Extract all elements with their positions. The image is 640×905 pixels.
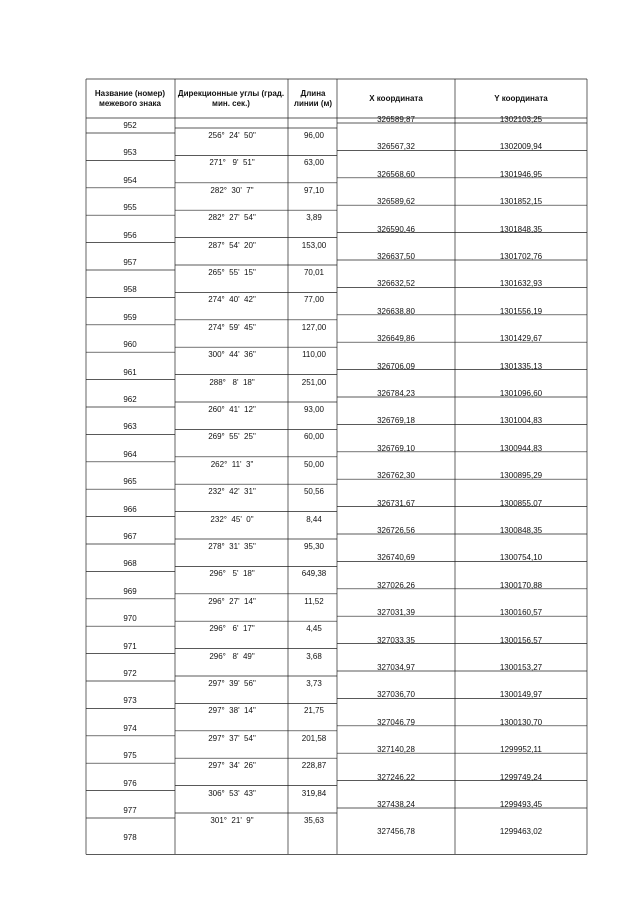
line-length: 97,10: [303, 185, 325, 195]
line-length: 70,01: [303, 268, 325, 277]
x-coordinate: 326769,10: [377, 443, 415, 453]
point-name: 964: [123, 449, 137, 459]
x-coordinate: 326769,18: [377, 416, 415, 426]
y-coordinate: 1300149,97: [499, 690, 543, 700]
line-length: 21,75: [303, 706, 325, 716]
direction-angle: 256° 24' 50": [208, 131, 256, 140]
y-coordinate: 1301429,67: [499, 334, 543, 344]
point-name: 954: [123, 175, 137, 185]
x-coordinate: 326638,80: [377, 306, 415, 316]
y-coordinate: 1302009,94: [499, 142, 543, 152]
line-length: 50,00: [303, 459, 325, 469]
x-coordinate: 326637,50: [377, 252, 415, 261]
header-direction-angle: Дирекционные углы (град. мин. сек.): [177, 89, 285, 108]
line-length: 8,44: [306, 514, 322, 524]
y-coordinate: 1301946,95: [499, 169, 543, 179]
direction-angle: 269° 55' 25": [208, 432, 256, 442]
y-coordinate: 1301335,13: [499, 361, 543, 371]
y-coordinate: 1301004,83: [499, 416, 543, 426]
y-coordinate: 1301556,19: [499, 306, 543, 316]
point-name: 957: [123, 258, 137, 267]
line-length: 649,38: [301, 569, 327, 579]
point-name: 959: [123, 312, 137, 322]
point-name: 960: [123, 340, 137, 350]
y-coordinate: 1300170,88: [499, 580, 543, 590]
x-coordinate: 326726,56: [377, 526, 415, 535]
x-coordinate: 327046,79: [377, 717, 415, 727]
point-name: 976: [123, 778, 137, 788]
point-name: 952: [123, 121, 137, 130]
header-y-coordinate: Y координата: [494, 94, 548, 103]
x-coordinate: 327026,26: [377, 580, 415, 590]
point-name: 967: [123, 532, 137, 541]
x-coordinate: 327438,24: [377, 800, 415, 809]
line-length: 3,68: [306, 651, 322, 661]
point-name: 972: [123, 669, 137, 678]
y-coordinate: 1300895,29: [499, 471, 543, 481]
x-coordinate: 326589,62: [377, 197, 415, 207]
direction-angle: 265° 55' 15": [208, 268, 256, 277]
direction-angle: 296° 5' 18": [209, 569, 255, 579]
y-coordinate: 1300160,57: [499, 608, 543, 618]
direction-angle: 271° 9' 51": [209, 158, 255, 168]
direction-angle: 297° 37' 54": [208, 733, 256, 743]
x-coordinate: 326706,09: [377, 361, 415, 371]
x-coordinate: 326731,67: [377, 498, 415, 508]
y-coordinate: 1300153,27: [499, 663, 543, 672]
point-name: 978: [123, 833, 137, 843]
x-coordinate: 327033,35: [377, 635, 415, 645]
x-coordinate: 327456,78: [377, 827, 415, 837]
x-coordinate: 327034,97: [377, 663, 415, 672]
line-length: 228,87: [301, 761, 327, 771]
header-line-length: Длина линии (м): [293, 89, 333, 108]
direction-angle: 300° 44' 36": [208, 350, 256, 360]
line-length: 77,00: [303, 295, 325, 305]
y-coordinate: 1299493,45: [499, 800, 543, 809]
point-name: 962: [123, 395, 137, 404]
y-coordinate: 1299749,24: [499, 772, 543, 782]
x-coordinate: 326784,23: [377, 389, 415, 398]
direction-angle: 262° 11' 3": [210, 459, 254, 469]
point-name: 953: [123, 148, 137, 158]
y-coordinate: 1300855,07: [499, 498, 543, 508]
point-name: 970: [123, 614, 137, 624]
line-length: 110,00: [302, 350, 326, 360]
line-length: 93,00: [303, 405, 325, 414]
line-length: 96,00: [303, 131, 325, 140]
direction-angle: 296° 6' 17": [209, 624, 255, 634]
point-name: 956: [123, 230, 137, 240]
y-coordinate: 1302103,25: [499, 115, 543, 124]
line-length: 50,56: [303, 487, 325, 497]
direction-angle: 297° 34' 26": [208, 761, 256, 771]
y-coordinate: 1300754,10: [499, 553, 543, 563]
x-coordinate: 326632,52: [377, 279, 415, 289]
line-length: 4,45: [306, 624, 322, 634]
direction-angle: 232° 42' 31": [208, 487, 256, 497]
direction-angle: 301° 21' 9": [210, 816, 254, 825]
direction-angle: 296° 8' 49": [209, 651, 255, 661]
x-coordinate: 326649,86: [377, 334, 415, 344]
direction-angle: 287° 54' 20": [208, 240, 256, 250]
y-coordinate: 1301632,93: [499, 279, 543, 289]
line-length: 3,89: [306, 213, 322, 223]
line-length: 319,84: [301, 788, 327, 798]
direction-angle: 260° 41' 12": [208, 405, 256, 414]
line-length: 127,00: [301, 322, 327, 332]
direction-angle: 274° 40' 42": [208, 295, 256, 305]
x-coordinate: 326762,30: [377, 471, 415, 481]
header-x-coordinate: X координата: [369, 94, 423, 103]
x-coordinate: 326590,46: [377, 224, 415, 234]
x-coordinate: 326568,60: [377, 169, 415, 179]
line-length: 3,73: [306, 679, 322, 688]
x-coordinate: 327036,70: [377, 690, 415, 700]
point-name: 977: [123, 806, 137, 815]
direction-angle: 306° 53' 43": [208, 788, 256, 798]
point-name: 958: [123, 285, 137, 295]
x-coordinate: 327246,22: [377, 772, 415, 782]
point-name: 965: [123, 477, 137, 487]
point-name: 971: [123, 641, 137, 651]
point-name: 968: [123, 559, 137, 569]
direction-angle: 282° 30' 7": [210, 185, 254, 195]
header-point-name: Название (номер) межевого знака: [94, 89, 166, 108]
direction-angle: 297° 39' 56": [208, 679, 256, 688]
line-length: 251,00: [301, 377, 327, 387]
line-length: 63,00: [303, 158, 325, 168]
direction-angle: 297° 38' 14": [208, 706, 256, 716]
x-coordinate: 326589,87: [377, 115, 415, 124]
direction-angle: 288° 8' 18": [209, 377, 255, 387]
direction-angle: 296° 27' 14": [208, 596, 256, 606]
x-coordinate: 326567,32: [377, 142, 415, 152]
point-name: 975: [123, 751, 137, 761]
point-name: 969: [123, 586, 137, 596]
line-length: 95,30: [303, 542, 325, 551]
direction-angle: 278° 31' 35": [208, 542, 256, 551]
y-coordinate: 1299952,11: [500, 745, 542, 755]
y-coordinate: 1300848,35: [499, 526, 543, 535]
line-length: 35,63: [303, 816, 325, 825]
point-name: 966: [123, 504, 137, 514]
direction-angle: 274° 59' 45": [208, 322, 256, 332]
direction-angle: 282° 27' 54": [208, 213, 256, 223]
y-coordinate: 1301096,60: [499, 389, 543, 398]
y-coordinate: 1300156,57: [499, 635, 543, 645]
y-coordinate: 1301848,35: [499, 224, 543, 234]
point-name: 963: [123, 422, 137, 432]
x-coordinate: 327031,39: [377, 608, 415, 618]
line-length: 60,00: [303, 432, 325, 442]
x-coordinate: 327140,28: [377, 745, 415, 755]
line-length: 11,52: [304, 596, 324, 606]
point-name: 955: [123, 203, 137, 213]
x-coordinate: 326740,69: [377, 553, 415, 563]
line-length: 153,00: [301, 240, 327, 250]
line-length: 201,58: [301, 733, 327, 743]
y-coordinate: 1299463,02: [499, 827, 543, 837]
y-coordinate: 1300130,70: [499, 717, 543, 727]
y-coordinate: 1301702,76: [499, 252, 543, 261]
direction-angle: 232° 45' 0": [210, 514, 254, 524]
y-coordinate: 1301852,15: [499, 197, 543, 207]
point-name: 974: [123, 723, 137, 733]
y-coordinate: 1300944,83: [499, 443, 543, 453]
point-name: 961: [123, 367, 137, 377]
point-name: 973: [123, 696, 137, 706]
